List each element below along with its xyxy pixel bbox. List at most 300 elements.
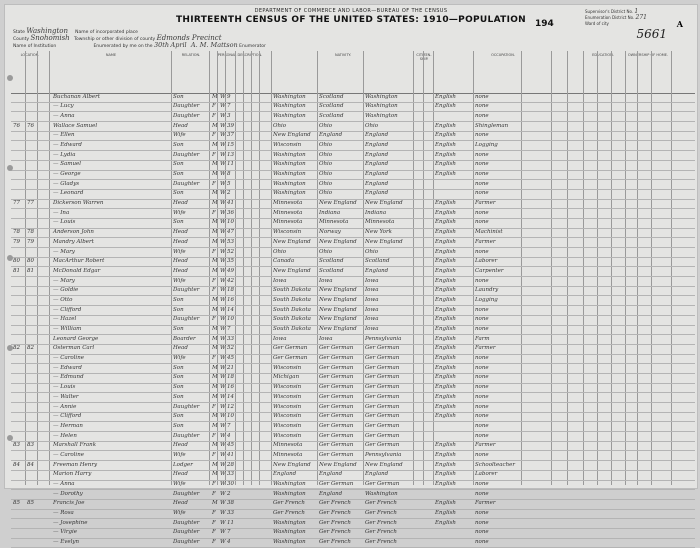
table-row: [11, 132, 695, 142]
cell-lang: English: [435, 335, 456, 342]
cell-birth: Washington: [273, 171, 306, 177]
cell-occ: none: [475, 132, 489, 139]
cell-occ: none: [475, 171, 489, 177]
cell-race: W: [220, 122, 226, 129]
cell-rel: Head: [173, 258, 188, 265]
cell-birth: Washington: [273, 180, 306, 187]
cell-lang: English: [435, 384, 456, 391]
cell-rel: Wife: [173, 451, 186, 458]
cell-rel: Son: [173, 384, 184, 391]
cell-race: W: [220, 539, 226, 546]
cell-sex: M: [212, 326, 218, 332]
cell-occ: none: [475, 355, 489, 362]
cell-lang: English: [435, 267, 456, 274]
cell-age: 38: [227, 500, 234, 507]
cell-age: 28: [227, 461, 234, 468]
cell-rel: Daughter: [173, 529, 200, 536]
cell-rel: Head: [173, 267, 188, 274]
cell-fbirth: Minnesota: [319, 219, 349, 226]
cell-occ: Carpenter: [475, 267, 504, 274]
page-title: THIRTEENTH CENSUS OF THE UNITED STATES: 1910—POPULATION: [175, 15, 527, 25]
cell-rel: Son: [173, 364, 184, 371]
census-sheet: [4, 4, 698, 546]
cell-age: 7: [227, 103, 231, 110]
cell-mbirth: Minnesota: [365, 219, 395, 226]
cell-birth: New England: [273, 267, 311, 274]
cell-lang: English: [435, 248, 456, 255]
cell-fbirth: Ohio: [319, 151, 333, 158]
cell-name: — Caroline: [53, 451, 84, 458]
cell-age: 16: [227, 384, 234, 391]
table-row: [11, 171, 695, 181]
cell-age: 16: [227, 296, 234, 303]
cell-name: — Anna: [53, 481, 75, 487]
cell-mbirth: Pennsylvania: [365, 451, 402, 458]
cell-fam: 76: [27, 122, 34, 129]
cell-name: — Herman: [53, 422, 83, 429]
cell-rel: Head: [173, 442, 188, 449]
cell-sex: M: [212, 335, 218, 342]
cell-sex: F: [212, 112, 216, 119]
cell-fbirth: Iowa: [319, 277, 333, 284]
cell-mbirth: England: [365, 141, 389, 148]
cell-sex: M: [212, 345, 218, 352]
cell-age: 10: [227, 219, 234, 226]
cell-birth: South Dakota: [273, 306, 311, 313]
cell-birth: Washington: [273, 190, 306, 197]
cell-sex: F: [212, 180, 216, 187]
cell-rel: Boarder: [173, 335, 196, 342]
table-row: [11, 490, 695, 500]
cell-fbirth: Ger French: [319, 529, 351, 536]
cell-fbirth: Ger French: [319, 510, 351, 517]
cell-age: 9: [227, 93, 231, 100]
cell-name: MacArthur Robert: [53, 258, 105, 265]
table-row: [11, 229, 695, 239]
cell-fbirth: Ger German: [319, 403, 354, 410]
cell-fam: 81: [27, 267, 34, 274]
cell-sex: F: [212, 519, 216, 526]
cell-age: 2: [227, 190, 231, 197]
cell-race: W: [220, 238, 226, 245]
cell-fbirth: Indiana: [319, 209, 341, 216]
cell-fbirth: Ger German: [319, 422, 354, 429]
cell-age: 10: [227, 316, 234, 323]
cell-name: — George: [53, 171, 81, 177]
binder-hole: [7, 165, 13, 171]
cell-occ: none: [475, 393, 489, 400]
cell-birth: Minnesota: [273, 209, 303, 216]
cell-rel: Daughter: [173, 103, 200, 110]
cell-age: 45: [227, 442, 234, 449]
cell-sex: M: [212, 161, 218, 168]
cell-race: W: [220, 229, 226, 236]
cell-occ: Laundry: [475, 287, 499, 294]
cell-age: 8: [227, 171, 231, 177]
cell-name: Freeman Henry: [53, 461, 98, 468]
cell-mbirth: England: [365, 161, 389, 168]
cell-name: — Walter: [53, 393, 79, 400]
cell-birth: Ger German: [273, 355, 308, 362]
cell-mbirth: Ger German: [365, 432, 400, 439]
cell-race: W: [220, 277, 226, 284]
cell-race: W: [220, 171, 226, 177]
cell-name: — Louis: [53, 219, 76, 226]
cell-mbirth: New England: [365, 461, 403, 468]
cell-mbirth: New York: [365, 229, 392, 236]
cell-name: — Anna: [53, 112, 75, 119]
cell-rel: Wife: [173, 132, 186, 139]
cell-name: — Helen: [53, 432, 77, 439]
cell-sex: M: [212, 384, 218, 391]
cell-fbirth: Ohio: [319, 248, 333, 255]
cell-birth: Wisconsin: [273, 432, 302, 439]
cell-lang: English: [435, 345, 456, 352]
cell-birth: Ger German: [273, 345, 308, 352]
cell-lang: English: [435, 442, 456, 449]
cell-birth: South Dakota: [273, 316, 311, 323]
cell-age: 2: [227, 490, 231, 497]
cell-name: — Otto: [53, 296, 73, 303]
cell-race: W: [220, 345, 226, 352]
cell-sex: F: [212, 403, 216, 410]
ward-label: Ward of city: [585, 21, 609, 26]
cell-name: — Clifford: [53, 413, 82, 420]
supervisor-value: 1: [634, 8, 639, 15]
cell-mbirth: Indiana: [365, 209, 387, 216]
cell-occ: Laborer: [475, 258, 498, 265]
enumeration-value: 271: [635, 14, 647, 21]
cell-lang: English: [435, 374, 456, 381]
cell-occ: Logging: [475, 141, 498, 148]
cell-name: — Edward: [53, 364, 82, 371]
cell-fbirth: Ger French: [319, 500, 351, 507]
cell-occ: none: [475, 93, 489, 100]
cell-sex: F: [212, 539, 216, 546]
cell-occ: none: [475, 519, 489, 526]
cell-sex: M: [212, 267, 218, 274]
cell-lang: English: [435, 500, 456, 507]
cell-age: 15: [227, 141, 234, 148]
table-row: [11, 461, 695, 471]
cell-sex: M: [212, 374, 218, 381]
table-row: [11, 539, 695, 548]
cell-age: 45: [227, 355, 234, 362]
cell-age: 3: [227, 112, 231, 119]
enumeration-label: Enumeration District No.: [585, 15, 635, 20]
cell-occ: none: [475, 539, 489, 546]
institution-label: Name of Institution: [13, 44, 57, 49]
cell-rel: Daughter: [173, 287, 200, 294]
cell-birth: Minnesota: [273, 451, 303, 458]
cell-age: 18: [227, 374, 234, 381]
cell-rel: Son: [173, 413, 184, 420]
column-header-band: [11, 51, 695, 94]
cell-race: W: [220, 141, 226, 148]
cell-age: 7: [227, 529, 231, 536]
cell-name: — Mary: [53, 277, 75, 284]
cell-rel: Son: [173, 296, 184, 303]
cell-race: W: [220, 432, 226, 439]
cell-age: 39: [227, 122, 234, 129]
cell-occ: none: [475, 432, 489, 439]
cell-rel: Wife: [173, 355, 186, 362]
table-row: [11, 248, 695, 258]
table-row: [11, 306, 695, 316]
cell-mbirth: England: [365, 171, 389, 177]
cell-sex: M: [212, 229, 218, 236]
cell-mbirth: England: [365, 132, 389, 139]
cell-age: 52: [227, 345, 234, 352]
cell-mbirth: Ger German: [365, 345, 400, 352]
cell-mbirth: England: [365, 180, 389, 187]
cell-sex: M: [212, 238, 218, 245]
cell-mbirth: Pennsylvania: [365, 335, 402, 342]
cell-birth: Wisconsin: [273, 413, 302, 420]
cell-mbirth: New England: [365, 238, 403, 245]
cell-race: W: [220, 112, 226, 119]
cell-mbirth: Ohio: [365, 248, 379, 255]
cell-lang: English: [435, 151, 456, 158]
col-citizenship: CITIZEN-SHIP.: [416, 53, 432, 61]
cell-race: W: [220, 151, 226, 158]
cell-sex: M: [212, 461, 218, 468]
incorporated-label: Name of incorporated place: [75, 30, 138, 35]
cell-mbirth: England: [365, 190, 389, 197]
cell-sex: M: [212, 190, 218, 197]
cell-lang: English: [435, 519, 456, 526]
cell-rel: Daughter: [173, 432, 200, 439]
cell-birth: Minnesota: [273, 219, 303, 226]
cell-race: W: [220, 422, 226, 429]
cell-occ: none: [475, 112, 489, 119]
binder-hole: [7, 435, 13, 441]
cell-mbirth: England: [365, 151, 389, 158]
cell-birth: New England: [273, 132, 311, 139]
cell-fbirth: England: [319, 490, 343, 497]
district-info: [585, 9, 647, 27]
cell-sex: M: [212, 422, 218, 429]
cell-age: 36: [227, 209, 234, 216]
census-rows: [11, 93, 695, 548]
cell-race: W: [220, 403, 226, 410]
cell-dw: 83: [13, 442, 20, 449]
cell-occ: none: [475, 326, 489, 332]
cell-age: 7: [227, 422, 231, 429]
cell-mbirth: Washington: [365, 490, 398, 497]
cell-name: — Clifford: [53, 306, 82, 313]
table-row: [11, 500, 695, 510]
cell-name: — Samuel: [53, 161, 82, 168]
table-row: [11, 93, 695, 103]
cell-name: Buchanan Albert: [53, 93, 100, 100]
cell-fbirth: New England: [319, 326, 357, 332]
cell-lang: English: [435, 471, 456, 478]
cell-birth: Ohio: [273, 248, 287, 255]
cell-fam: 77: [27, 200, 34, 207]
cell-rel: Daughter: [173, 490, 200, 497]
table-row: [11, 345, 695, 355]
table-row: [11, 287, 695, 297]
cell-rel: Daughter: [173, 519, 200, 526]
cell-sex: M: [212, 200, 218, 207]
cell-fbirth: Ger German: [319, 451, 354, 458]
cell-mbirth: Washington: [365, 112, 398, 119]
table-row: [11, 238, 695, 248]
table-row: [11, 316, 695, 326]
cell-mbirth: Ger French: [365, 529, 397, 536]
cell-occ: none: [475, 374, 489, 381]
cell-race: W: [220, 200, 226, 207]
cell-mbirth: Ger German: [365, 374, 400, 381]
cell-race: W: [220, 481, 226, 487]
census-grid: [11, 51, 695, 546]
enumerated-label: Enumerated by me on the: [93, 44, 153, 49]
cell-lang: English: [435, 141, 456, 148]
cell-race: W: [220, 355, 226, 362]
cell-mbirth: Ger French: [365, 500, 397, 507]
cell-age: 33: [227, 471, 234, 478]
cell-birth: New England: [273, 238, 311, 245]
cell-fbirth: Ger German: [319, 393, 354, 400]
cell-race: W: [220, 219, 226, 226]
cell-rel: Wife: [173, 510, 186, 517]
cell-name: — Edmund: [53, 374, 84, 381]
table-row: [11, 403, 695, 413]
cell-race: W: [220, 316, 226, 323]
cell-occ: none: [475, 384, 489, 391]
cell-rel: Daughter: [173, 403, 200, 410]
cell-race: W: [220, 413, 226, 420]
cell-birth: Ohio: [273, 122, 287, 129]
cell-fbirth: Ger French: [319, 519, 351, 526]
cell-age: 33: [227, 510, 234, 517]
table-row: [11, 326, 695, 336]
cell-name: Wallace Samuel: [53, 122, 98, 129]
cell-mbirth: Ger French: [365, 539, 397, 546]
cell-occ: none: [475, 151, 489, 158]
cell-rel: Daughter: [173, 316, 200, 323]
cell-fam: 82: [27, 345, 34, 352]
cell-age: 41: [227, 451, 234, 458]
cell-mbirth: Ger German: [365, 384, 400, 391]
cell-fbirth: Ger German: [319, 364, 354, 371]
cell-race: W: [220, 461, 226, 468]
cell-occ: none: [475, 161, 489, 168]
cell-race: W: [220, 471, 226, 478]
cell-age: 5: [227, 180, 231, 187]
cell-rel: Wife: [173, 248, 186, 255]
cell-dw: 82: [13, 345, 20, 352]
cell-lang: English: [435, 481, 456, 487]
cell-fbirth: Ohio: [319, 180, 333, 187]
cell-dw: 79: [13, 238, 20, 245]
cell-occ: none: [475, 190, 489, 197]
cell-race: W: [220, 161, 226, 168]
cell-race: W: [220, 103, 226, 110]
cell-occ: Farmer: [475, 345, 496, 352]
cell-race: W: [220, 364, 226, 371]
col-ownership: OWNERSHIP OF HOME.: [627, 53, 669, 57]
cell-race: W: [220, 258, 226, 265]
table-row: [11, 122, 695, 132]
cell-age: 37: [227, 132, 234, 139]
cell-occ: Farm: [475, 335, 490, 342]
table-row: [11, 374, 695, 384]
cell-sex: F: [212, 103, 216, 110]
cell-fbirth: England: [319, 132, 343, 139]
table-row: [11, 277, 695, 287]
cell-name: — Evelyn: [53, 539, 80, 546]
cell-name: — Ina: [53, 209, 70, 216]
department-heading: DEPARTMENT OF COMMERCE AND LABOR—BUREAU OF THE CENSUS: [254, 8, 448, 14]
cell-mbirth: Washington: [365, 103, 398, 110]
cell-rel: Wife: [173, 481, 186, 487]
cell-fbirth: New England: [319, 316, 357, 323]
cell-birth: Washington: [273, 151, 306, 158]
cell-birth: South Dakota: [273, 326, 311, 332]
cell-fbirth: Ohio: [319, 190, 333, 197]
cell-lang: English: [435, 355, 456, 362]
cell-fbirth: Scotland: [319, 93, 344, 100]
cell-fbirth: New England: [319, 200, 357, 207]
cell-sex: F: [212, 151, 216, 158]
table-row: [11, 112, 695, 122]
cell-lang: English: [435, 93, 456, 100]
cell-fbirth: Scotland: [319, 258, 344, 265]
cell-sex: M: [212, 141, 218, 148]
col-nativity: NATIVITY.: [334, 53, 352, 57]
cell-name: — Ellen: [53, 132, 75, 139]
cell-dw: 84: [13, 461, 20, 468]
table-row: [11, 529, 695, 539]
cell-rel: Daughter: [173, 112, 200, 119]
cell-age: 13: [227, 151, 234, 158]
table-row: [11, 151, 695, 161]
cell-rel: Son: [173, 374, 184, 381]
cell-mbirth: England: [365, 471, 389, 478]
cell-occ: none: [475, 529, 489, 536]
cell-fbirth: Scotland: [319, 267, 344, 274]
cell-sex: F: [212, 432, 216, 439]
cell-rel: Wife: [173, 209, 186, 216]
cell-mbirth: Ger German: [365, 403, 400, 410]
cell-rel: Son: [173, 93, 184, 100]
binder-hole: [7, 345, 13, 351]
cell-age: 47: [227, 229, 234, 236]
cell-fbirth: New England: [319, 306, 357, 313]
cell-fbirth: New England: [319, 287, 357, 294]
cell-race: W: [220, 190, 226, 197]
cell-occ: Farmer: [475, 500, 496, 507]
cell-name: Leonard George: [53, 335, 99, 342]
cell-race: W: [220, 384, 226, 391]
enumerated-day: 30th: [153, 41, 170, 49]
cell-lang: English: [435, 258, 456, 265]
cell-mbirth: Iowa: [365, 287, 379, 294]
cell-sex: M: [212, 393, 218, 400]
cell-occ: none: [475, 209, 489, 216]
cell-age: 42: [227, 277, 234, 284]
cell-rel: Head: [173, 200, 188, 207]
cell-lang: English: [435, 122, 456, 129]
cell-lang: English: [435, 238, 456, 245]
cell-lang: English: [435, 171, 456, 177]
cell-fbirth: Ohio: [319, 122, 333, 129]
cell-fbirth: Ger German: [319, 355, 354, 362]
table-row: [11, 364, 695, 374]
cell-mbirth: Ger German: [365, 393, 400, 400]
